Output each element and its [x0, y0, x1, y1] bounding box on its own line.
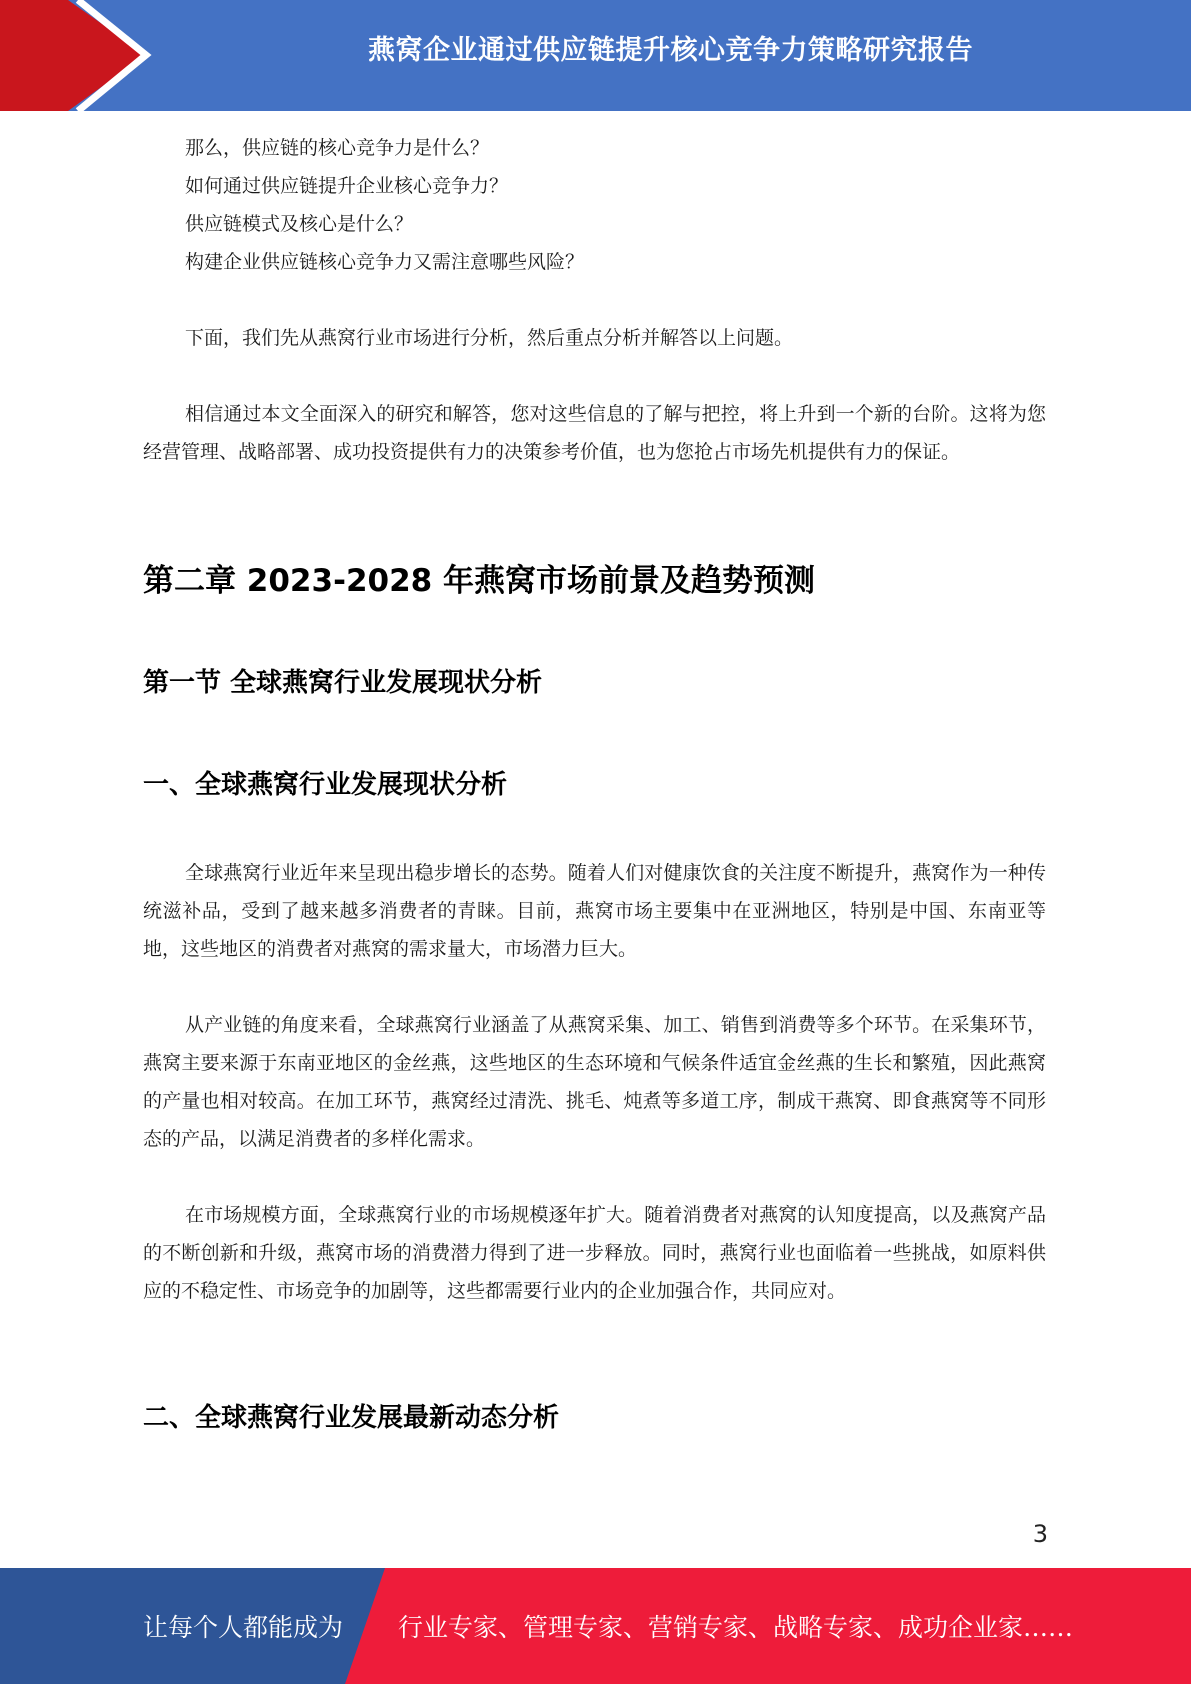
intro-block: [143, 129, 1046, 471]
body-paragraph: 从产业链的角度来看，全球燕窝行业涵盖了从燕窝采集、加工、销售到消费等多个环节。在采集环节，燕窝主要来源于东南亚地区的金丝燕，这些地区的生态环境和气候条件适宜金丝燕的生长和繁殖，因此燕窝的产量也相对较高。在加工环节，燕窝经过清洗、挑毛、炖煮等多道工序，制成干燕窝、即食燕窝等不同形态的产品，以满足消费者的多样化需求。: [143, 1014, 1046, 1150]
subsection-title: 一、全球燕窝行业发展现状分析: [143, 770, 508, 800]
intro-question: 供应链模式及核心是什么？: [185, 213, 414, 235]
section-title: 第一节 全球燕窝行业发展现状分析: [143, 668, 543, 698]
intro-paragraph: 下面，我们先从燕窝行业市场进行分析，然后重点分析并解答以上问题。: [185, 327, 794, 349]
chapter-title: 第二章 2023-2028 年燕窝市场前景及趋势预测: [143, 563, 816, 599]
subsection-body: [143, 854, 1046, 1310]
footer-slogan-left: 让每个人都能成为: [143, 1613, 344, 1642]
intro-question: 构建企业供应链核心竞争力又需注意哪些风险？: [185, 251, 585, 273]
subsection-title: 二、全球燕窝行业发展最新动态分析: [143, 1403, 560, 1433]
header-arrow-decoration: [0, 0, 160, 111]
intro-question: 那么，供应链的核心竞争力是什么？: [185, 137, 490, 159]
header-title: 燕窝企业通过供应链提升核心竞争力策略研究报告: [368, 35, 973, 66]
page-header: [0, 0, 1191, 111]
page-number: 3: [1032, 1520, 1048, 1548]
page-footer: [0, 1568, 1191, 1684]
intro-question: 如何通过供应链提升企业核心竞争力？: [185, 175, 509, 197]
footer-slogan-right: 行业专家、管理专家、营销专家、战略专家、成功企业家……: [398, 1613, 1074, 1642]
body-paragraph: 全球燕窝行业近年来呈现出稳步增长的态势。随着人们对健康饮食的关注度不断提升，燕窝作为一种传统滋补品，受到了越来越多消费者的青睐。目前，燕窝市场主要集中在亚洲地区，特别是中国、东南亚等地，这些地区的消费者对燕窝的需求量大，市场潜力巨大。: [143, 862, 1046, 960]
body-paragraph: 在市场规模方面，全球燕窝行业的市场规模逐年扩大。随着消费者对燕窝的认知度提高，以及燕窝产品的不断创新和升级，燕窝市场的消费潜力得到了进一步释放。同时，燕窝行业也面临着一些挑战，如原料供应的不稳定性、市场竞争的加剧等，这些都需要行业内的企业加强合作，共同应对。: [143, 1204, 1046, 1302]
intro-paragraph: 相信通过本文全面深入的研究和解答，您对这些信息的了解与把控，将上升到一个新的台阶。这将为您经营管理、战略部署、成功投资提供有力的决策参考价值，也为您抢占市场先机提供有力的保证。: [143, 403, 1046, 463]
